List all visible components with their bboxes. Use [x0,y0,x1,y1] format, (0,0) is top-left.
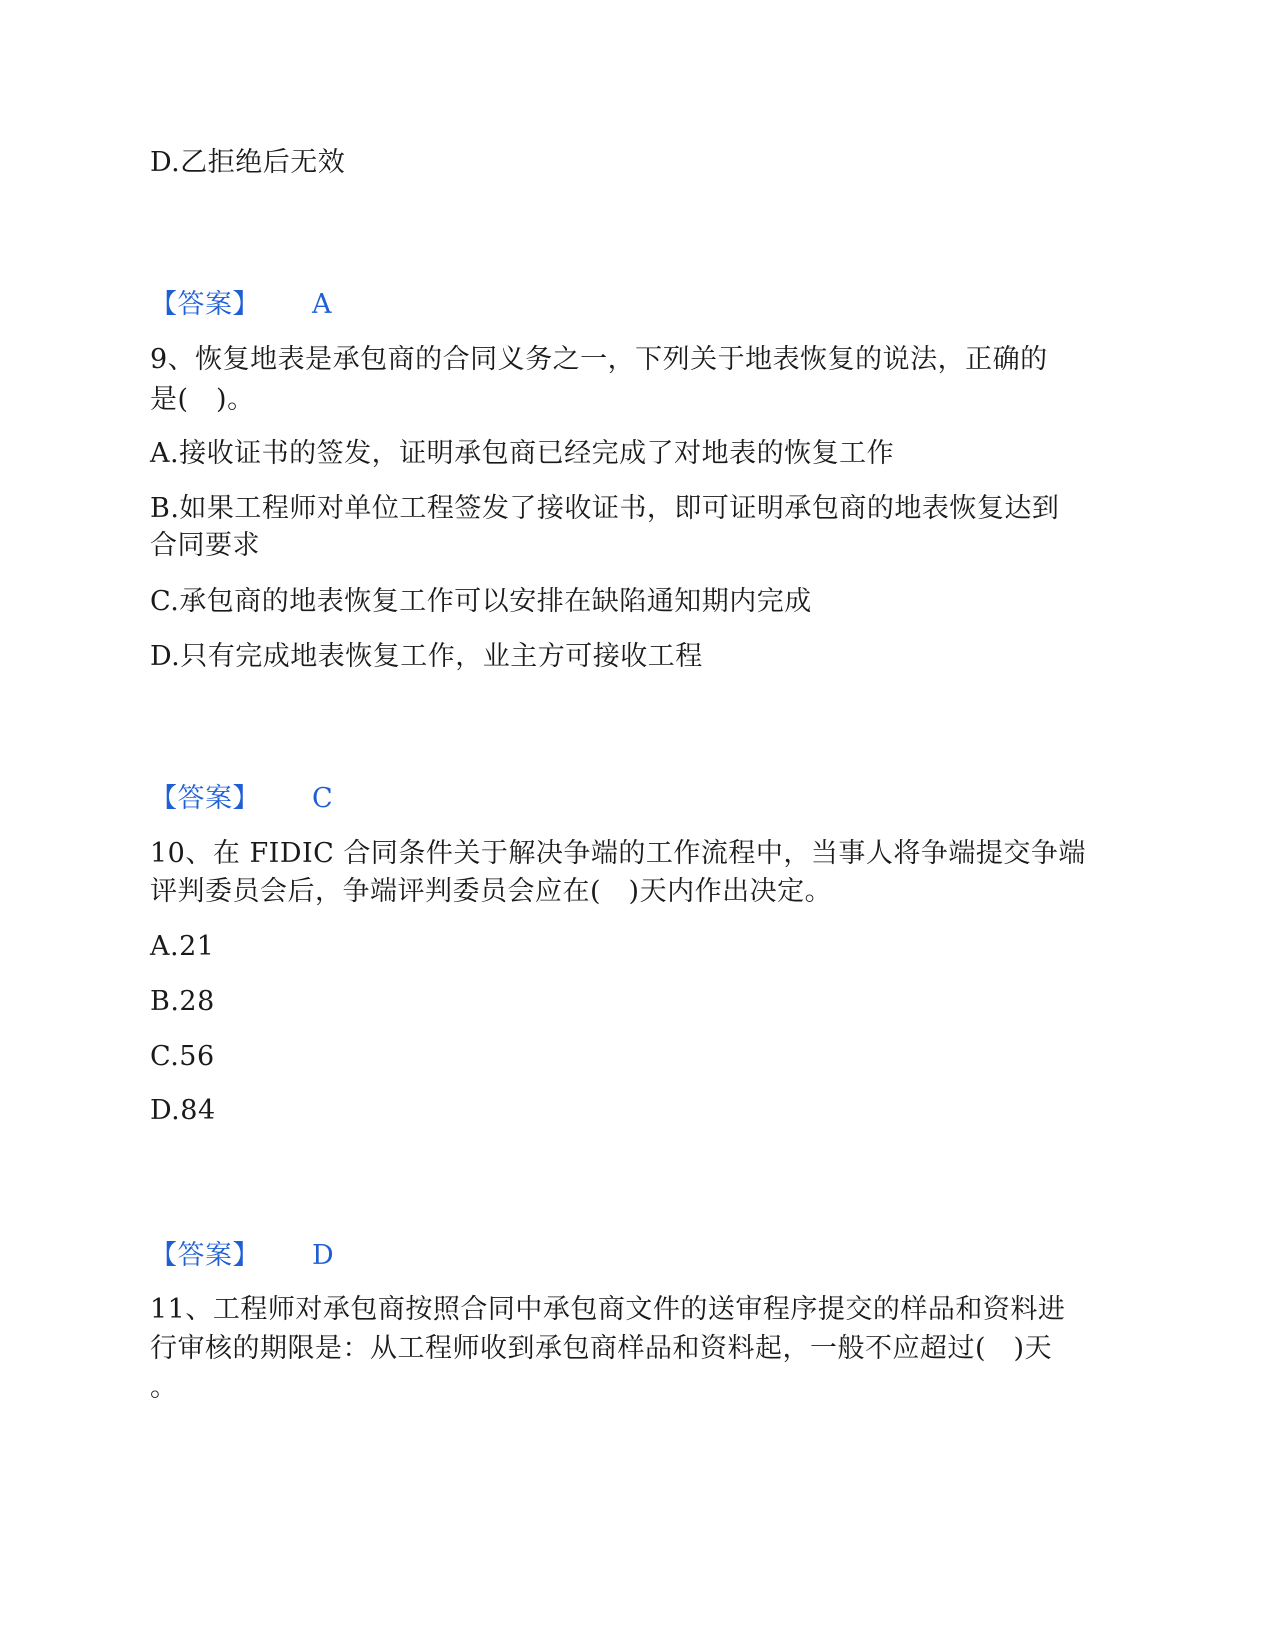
answer-value: C [312,783,334,814]
q9-option-a: A.接收证书的签发，证明承包商已经完成了对地表的恢复工作 [150,438,895,469]
q10-option-d: D.84 [150,1095,216,1126]
q9-option-c: C.承包商的地表恢复工作可以安排在缺陷通知期内完成 [150,586,812,617]
q11-stem-line3: 。 [150,1372,178,1403]
prev-option-d: D.乙拒绝后无效 [150,147,346,178]
q9-stem-line2: 是( )。 [150,384,255,415]
answer-label: 【答案】 [150,1240,260,1271]
answer-label: 【答案】 [150,783,260,814]
q9-option-b-line1: B.如果工程师对单位工程签发了接收证书，即可证明承包商的地表恢复达到 [150,493,1060,524]
q10-answer [150,1236,334,1276]
q9-option-d: D.只有完成地表恢复工作，业主方可接收工程 [150,641,703,672]
q10-option-b: B.28 [150,986,215,1017]
q9-answer [150,779,333,819]
answer-value: D [312,1240,335,1271]
q9-stem-line1: 9、恢复地表是承包商的合同义务之一，下列关于地表恢复的说法，正确的 [150,344,1048,375]
q9-option-b-line2: 合同要求 [150,530,260,561]
q10-stem-line1: 10、在 FIDIC 合同条件关于解决争端的工作流程中，当事人将争端提交争端 [150,838,1086,869]
answer-label: 【答案】 [150,289,260,320]
q11-stem-line2: 行审核的期限是：从工程师收到承包商样品和资料起，一般不应超过( )天 [150,1333,1053,1364]
prev-answer [150,285,332,325]
q10-stem-line2: 评判委员会后，争端评判委员会应在( )天内作出决定。 [150,876,833,907]
q11-stem-line1: 11、工程师对承包商按照合同中承包商文件的送审程序提交的样品和资料进 [150,1294,1066,1325]
q10-option-c: C.56 [150,1041,215,1072]
answer-value: A [312,289,332,320]
q10-option-a: A.21 [150,931,215,962]
